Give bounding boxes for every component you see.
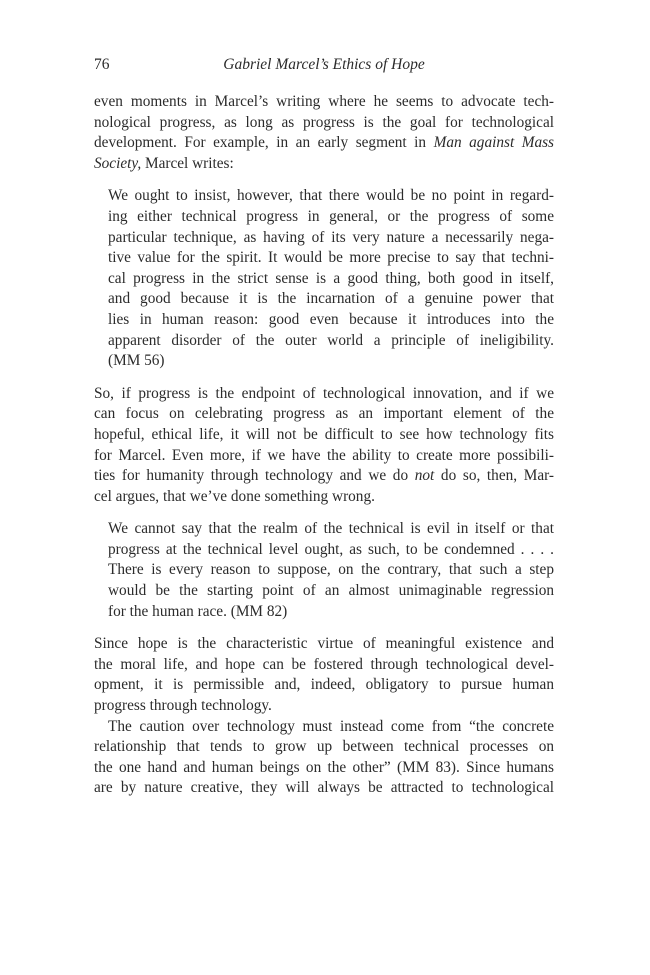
quote-line: We ought to insist, however, that there would be no point in regard- [108,187,554,205]
text-segment: do so, then, Mar- [434,467,555,485]
quote-line: lies in human reason: good even because it introduces into the [108,310,554,328]
text-line: can focus on celebrating progress as an important element of the [94,405,554,423]
block-quote-1 [108,186,554,371]
text-line: for Marcel. Even more, if we have the ability to create more possibili- [94,446,554,464]
text-line [94,133,554,154]
quote-citation: (MM 56) [108,352,165,370]
text-line [94,466,554,487]
text-line: are by nature creative, they will always be attracted to technological [94,779,554,797]
emphasis: not [414,467,435,485]
quote-line: tive value for the spirit. It would be more precise to say that techni- [108,249,554,267]
text-line: Since hope is the characteristic virtue of meaningful existence and [94,635,554,653]
quote-line: There is every reason to suppose, on the contrary, that such a step [108,561,554,579]
text-segment: ties for humanity through technology and we do [94,467,415,485]
text-line: the one hand and human beings on the other” (MM 83). Since humans [94,758,554,776]
text-line [94,154,554,175]
quote-line: ing either technical progress in general, or the progress of some [108,207,554,225]
running-header [94,56,554,78]
text-line: cel argues, that we’ve done something wrong. [94,487,375,505]
paragraph-1 [94,92,554,174]
block-quote-2 [108,519,554,622]
quote-citation: for the human race. (MM 82) [108,602,288,620]
text-line: hopeful, ethical life, it will not be difficult to see how technology fits [94,425,554,443]
text-line: The caution over technology must instead come from “the concrete [108,717,554,735]
text-segment: Marcel writes: [141,154,234,172]
quote-line: particular technique, as having of its very nature a necessarily nega- [108,228,554,246]
quote-line: and good because it is the incarnation of a genuine power that [108,290,554,308]
quote-line: We cannot say that the realm of the technical is evil in itself or that [108,520,554,538]
text-line: relationship that tends to grow up between technical processes on [94,738,554,756]
paragraph-4 [94,717,554,799]
text-line: even moments in Marcel’s writing where he seems to advocate tech- [94,93,554,110]
quote-line: cal progress in the strict sense is a good thing, both good in itself, [108,269,554,287]
text-line: nological progress, as long as progress is the goal for technological [94,113,554,131]
paragraph-3 [94,634,554,716]
quote-line: apparent disorder of the outer world a principle of ineligibility. [108,331,554,349]
quote-line: progress at the technical level ought, as such, to be condemned . . . . [108,540,554,558]
text-line: progress through technology. [94,697,272,715]
text-line: So, if progress is the endpoint of technological innovation, and if we [94,384,554,402]
page-body [94,92,554,799]
running-title: Gabriel Marcel’s Ethics of Hope [223,56,425,73]
paragraph-2 [94,384,554,508]
page-number: 76 [94,56,110,73]
text-line: opment, it is permissible and, indeed, obligatory to pursue human [94,676,554,694]
book-title: Man against Mass [433,134,554,152]
text-line: the moral life, and hope can be fostered through technological devel- [94,655,554,673]
book-title: Society, [94,154,142,172]
text-segment: development. For example, in an early segment in [94,134,434,152]
quote-line: would be the starting point of an almost unimaginable regression [108,582,554,600]
